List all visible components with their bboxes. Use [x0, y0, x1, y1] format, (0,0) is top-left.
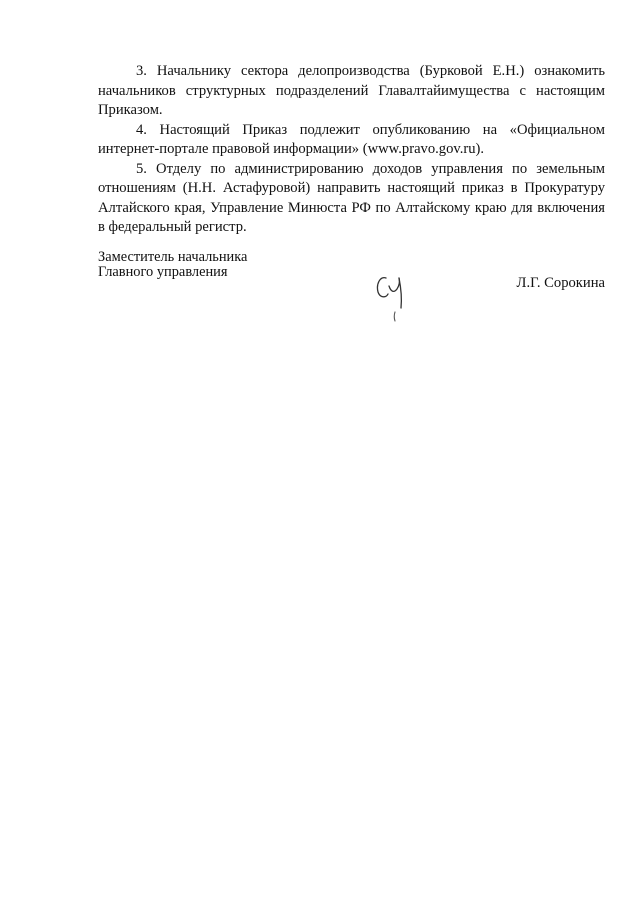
signatory-position: [98, 250, 247, 279]
paragraph-5: 5. Отделу по администрированию доходов управления по земельным отношениям (Н.Н. Астафуровой) направить настоящий приказ в Прокуратуру Алтайского края, Управление Минюста РФ по Алтайскому краю для включения в федеральный регистр.: [98, 160, 605, 235]
signatory-name: Л.Г. Сорокина: [516, 275, 605, 291]
signature-block: [98, 250, 605, 340]
paragraph-3: 3. Начальнику сектора делопроизводства (Бурковой Е.Н.) ознакомить начальников структурных подразделений Главалтайимущества с настоящим Приказом.: [98, 63, 605, 118]
position-line-1: Заместитель начальника: [98, 249, 248, 265]
handwritten-signature: [368, 260, 428, 322]
order-body: [98, 62, 605, 238]
position-line-2: Главного управления: [98, 263, 228, 280]
paragraph-4: 4. Настоящий Приказ подлежит опубликованию на «Официальном интернет-портале правовой информации» (www.pravo.gov.ru).: [98, 121, 605, 157]
